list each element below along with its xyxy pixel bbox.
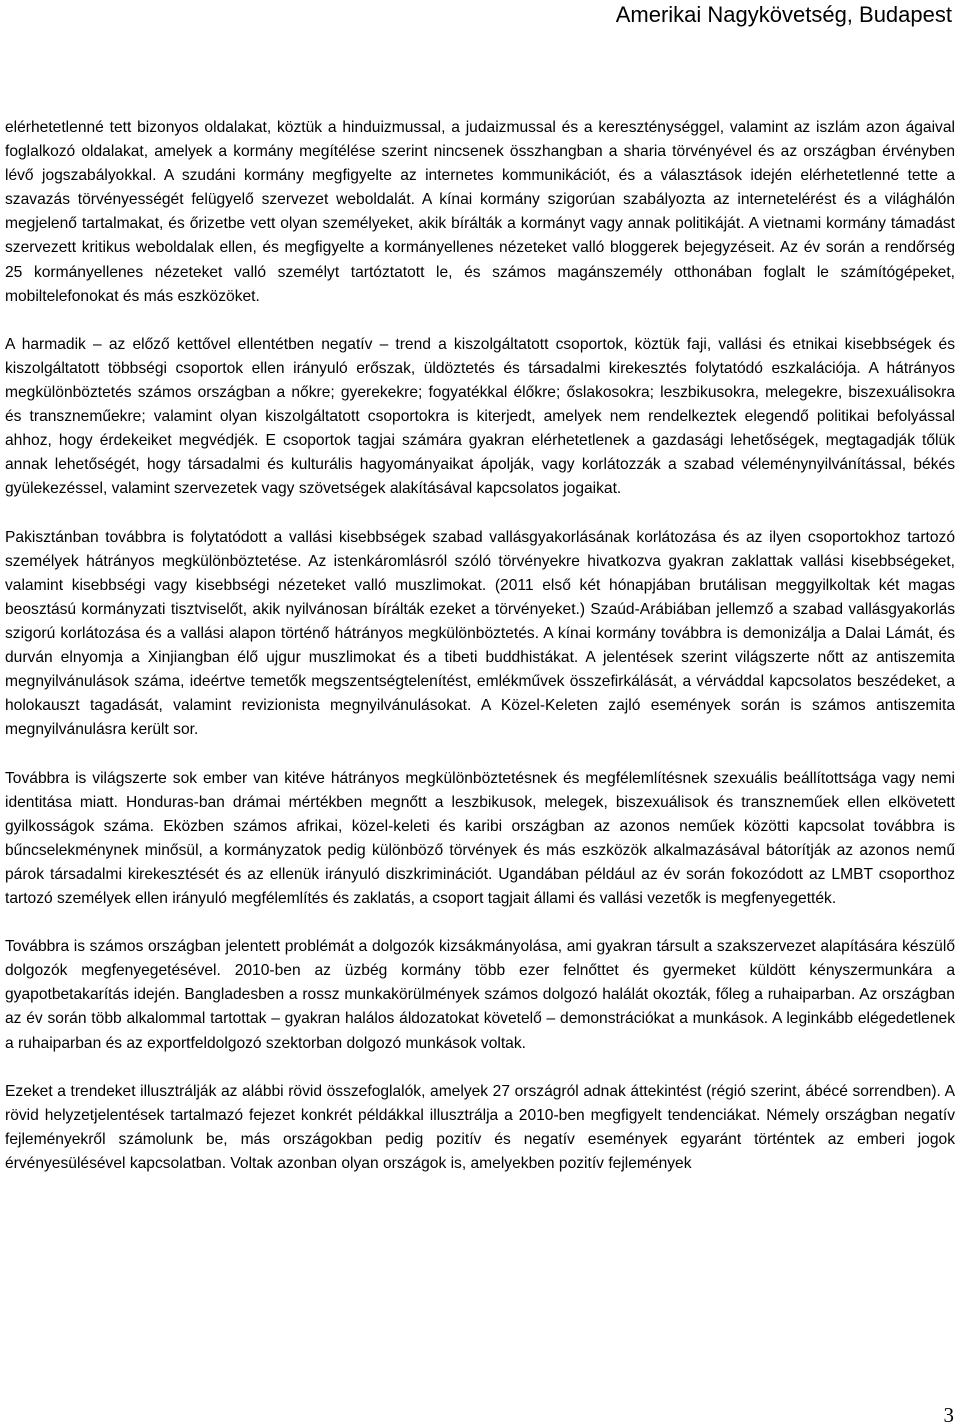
page-header-title: Amerikai Nagykövetség, Budapest <box>615 2 952 27</box>
paragraph-6: Ezeket a trendeket illusztrálják az alábbi rövid összefoglalók, amelyek 27 országról adnak áttekintést (régió szerint, ábécé sorrendben). A rövid helyzetjelentések tartalmazó fejezet konkrét példákkal illusztrálja a 2010-ben megfigyelt tendenciákat. Némely országban negatív fejleményekről számolunk be, más országokban pedig pozitív és negatív események egyaránt történtek az emberi jogok érvényesülésével kapcsolatban. Voltak azonban olyan országok is, amelyekben pozitív fejlemények <box>5 1082 955 1173</box>
page-number: 3 <box>943 1403 954 1427</box>
paragraph-5: Továbbra is számos országban jelentett problémát a dolgozók kizsákmányolása, ami gyakran társult a szakszervezet alapítására készülő dolgozók megfenyegetésével. 2010-ben az üzbég kormány több ezer felnőttet és gyermeket küldött kényszermunkára a gyapotbetakarítás idején. Bangladesben a rossz munkakörülmények számos dolgozó halálát okozták, főleg a ruhaiparban. Az országban az év során több alkalommal tartottak – gyakran halálos áldozatokat követelő – demonstrációkat a munkások. A leginkább elégedetlenek a ruhaiparban és az exportfeldolgozó szektorban dolgozó munkások voltak. <box>5 938 955 1052</box>
document-body <box>5 116 955 1200</box>
paragraph-2: A harmadik – az előző kettővel ellentétben negatív – trend a kiszolgáltatott csoportok, köztük faji, vallási és etnikai kisebbségek és kiszolgáltatott többségi csoportok ellen irányuló erőszak, üldöztetés és társadalmi kirekesztés folytatódó eszkalációja. A hátrányos megkülönböztetés számos országban a nőkre; gyerekekre; fogyatékkal élőkre; őslakosokra; leszbikusokra, melegekre, biszexuálisokra és transzneműekre; valamint olyan kiszolgáltatott csoportokra is kiterjedt, amelyek nem rendelkeztek elegendő politikai befolyással ahhoz, hogy érdekeiket megvédjék. E csoportok tagjai számára gyakran elérhetetlenek a gazdasági lehetőségek, megtagadják tőlük annak lehetőségét, hogy társadalmi és kulturális hagyományaikat ápolják, vagy korlátozzák a szabad véleménynyilvánítással, békés gyülekezéssel, valamint szervezetek vagy szövetségek alakításával kapcsolatos jogaikat. <box>5 335 955 498</box>
paragraph-3: Pakisztánban továbbra is folytatódott a vallási kisebbségek szabad vallásgyakorlásának korlátozása és az ilyen csoportokhoz tartozó személyek hátrányos megkülönböztetése. Az istenkáromlásról szóló törvényekre hivatkozva gyakran zaklattak vallási kisebbségeket, valamint kisebbségi vagy kisebbségi nézeteket valló muszlimokat. (2011 első két hónapjában brutálisan meggyilkoltak két magas beosztású kormányzati tisztviselőt, akik nyilvánosan bírálták ezeket a törvényeket.) Szaúd-Arábiában jellemző a szabad vallásgyakorlás szigorú korlátozása és a vallási alapon történő hátrányos megkülönböztetés. A kínai kormány továbbra is demonizálja a Dalai Lámát, és durván elnyomja a Xinjiangban élő ujgur muszlimokat és a tibeti buddhistákat. A jelentések szerint világszerte nőtt az antiszemita megnyilvánulások száma, ideértve temetők megszentségtelenítést, emlékművek összefirkálását, a vérváddal kapcsolatos beszédeket, a holokauszt tagadását, valamint revizionista megnyilvánulásokat. A Közel-Keleten zajló események során is számos antiszemita megnyilvánulásra került sor. <box>5 528 955 739</box>
paragraph-1: elérhetetlenné tett bizonyos oldalakat, köztük a hinduizmussal, a judaizmussal és a kereszténységgel, valamint az iszlám azon ágaival foglalkozó oldalakat, amelyek a kormány megítélése szerint nincsenek összhangban a sharia törvényével és az országban érvényben lévő jogszabályokkal. A szudáni kormány megfigyelte az internetes kommunikációt, és a választások idején elérhetetlenné tette a szavazás törvényességét felügyelő szervezet weboldalát. A kínai kormány szigorúan szabályozta az internetelérést és a világhálón megjelenő tartalmakat, és őrizetbe vett olyan személyeket, akik bírálták a kormányt vagy annak politikáját. A vietnami kormány támadást szervezett kritikus weboldalak ellen, és megfigyelte a kormányellenes nézeteket valló bloggerek bejegyzéseit. Az év során a rendőrség 25 kormányellenes nézeteket valló személyt tartóztatott le, és számos magánszemély otthonában foglalt le számítógépeket, mobiltelefonokat és más eszközöket. <box>5 119 955 305</box>
paragraph-4: Továbbra is világszerte sok ember van kitéve hátrányos megkülönböztetésnek és megfélemlítésnek szexuális beállítottsága vagy nemi identitása miatt. Honduras-ban drámai mértékben megnőtt a leszbikusok, melegek, biszexuálisok és transzneműek ellen elkövetett gyilkosságok száma. Eközben számos afrikai, közel-keleti és karibi országban az azonos neműek közötti kapcsolat továbbra is bűncselekménynek minősül, a kormányzatok pedig különböző törvények és más eszközök alkalmazásával bátorítják az azonos nemű párok társadalmi kirekesztését és az ellenük irányuló diszkriminációt. Ugandában például az év során fokozódott az LMBT csoporthoz tartozó személyek ellen irányuló megfélemlítés és zaklatás, a csoport tagjait állami és vallási vezetők is megfenyegették. <box>5 769 955 907</box>
